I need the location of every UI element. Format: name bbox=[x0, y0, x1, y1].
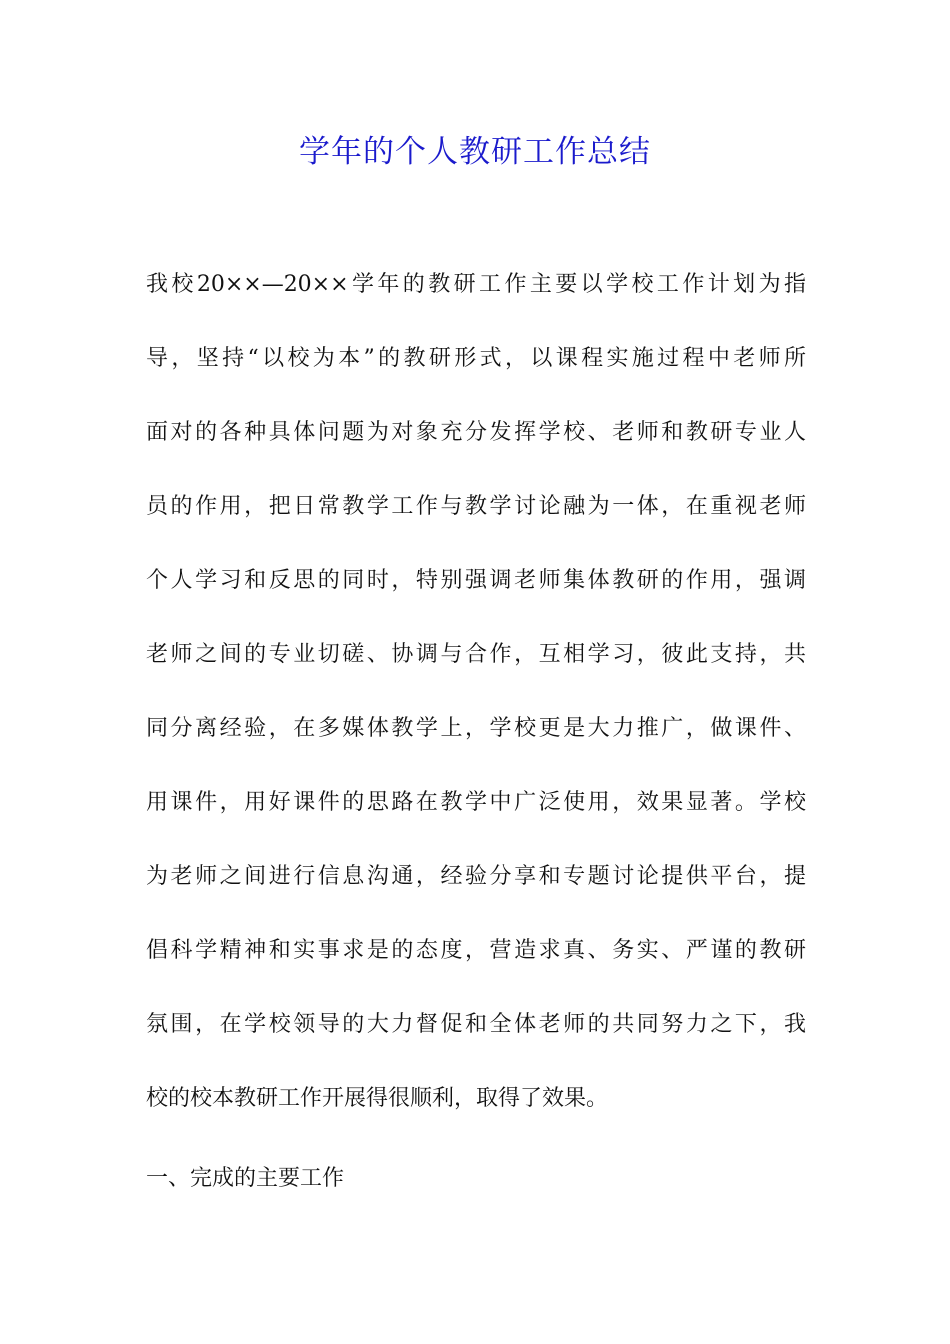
paragraph-line-12: 校的校本教研工作开展得很顺利，取得了效果。 bbox=[146, 1086, 609, 1111]
paragraph-line-3: 面对的各种具体问题为对象充分发挥学校、老师和教研专业人 bbox=[146, 420, 806, 445]
paragraph-line-7: 同分离经验，在多媒体教学上，学校更是大力推广，做课件、 bbox=[146, 716, 806, 741]
paragraph-line-5: 个人学习和反思的同时，特别强调老师集体教研的作用，强调 bbox=[146, 568, 806, 593]
paragraph-line-1: 我校20××—20××学年的教研工作主要以学校工作计划为指 bbox=[146, 272, 806, 297]
paragraph-line-9: 为老师之间进行信息沟通，经验分享和专题讨论提供平台，提 bbox=[146, 864, 806, 889]
section-heading: 一、完成的主要工作 bbox=[146, 1166, 345, 1191]
paragraph-line-10: 倡科学精神和实事求是的态度，营造求真、务实、严谨的教研 bbox=[146, 938, 806, 963]
paragraph-line-6: 老师之间的专业切磋、协调与合作，互相学习，彼此支持，共 bbox=[146, 642, 806, 667]
paragraph-line-2: 导，坚持“以校为本”的教研形式，以课程实施过程中老师所 bbox=[146, 346, 806, 371]
paragraph-line-11: 氛围，在学校领导的大力督促和全体老师的共同努力之下，我 bbox=[146, 1012, 806, 1037]
document-title: 学年的个人教研工作总结 bbox=[299, 134, 651, 170]
paragraph-line-8: 用课件，用好课件的思路在教学中广泛使用，效果显著。学校 bbox=[146, 790, 806, 815]
paragraph-line-4: 员的作用，把日常教学工作与教学讨论融为一体，在重视老师 bbox=[146, 494, 806, 519]
